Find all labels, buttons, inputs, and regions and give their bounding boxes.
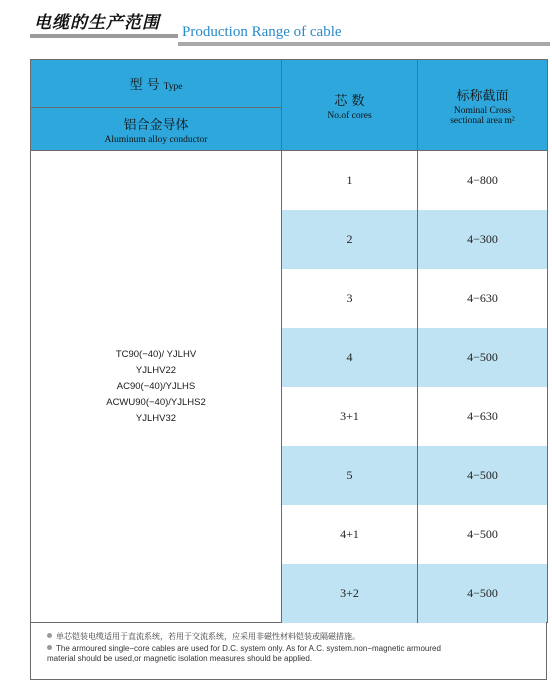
bullet-icon [47,633,52,638]
area-header-cn: 标称截面 [456,88,509,104]
page-header [0,0,552,50]
model-item: YJLHV22 [135,364,177,376]
note-en-text-2: material should be used,or magnetic isolation measures should be applied. [47,654,313,663]
area-cell: 4−630 [418,269,548,328]
model-item: TC90(−40)/ YJLHV [115,348,197,360]
cores-header-en: No.of cores [327,110,372,121]
area-header-en-2: sectional area m² [450,115,515,126]
page-title-cn: 电缆的生产范围 [34,13,160,33]
table-row [31,151,548,210]
type-header-cell [31,60,282,108]
cores-cell: 3 [282,269,418,328]
note-en [47,644,441,654]
model-list-cell [31,151,282,623]
bullet-icon [47,645,52,650]
note-cn-text: 单芯铠装电缆适用于直流系统，若用于交流系统，应采用非磁性材料铠装或隔磁措施。 [56,632,360,641]
cores-cell: 3+2 [282,564,418,623]
note-en-cont [47,654,312,664]
model-item: ACWU90(−40)/YJLHS2 [106,396,206,408]
cores-cell: 2 [282,210,418,269]
conductor-header-cn: 铝合金导体 [123,117,189,133]
cores-cell: 5 [282,446,418,505]
note-cn [47,632,360,642]
title-underline-dark [30,34,178,38]
area-cell: 4−500 [418,505,548,564]
cores-cell: 4+1 [282,505,418,564]
notes-box [30,622,547,680]
conductor-header-cell [31,108,282,151]
type-header-en: Type [163,81,183,92]
model-item: YJLHV32 [135,412,177,424]
cores-cell: 3+1 [282,387,418,446]
conductor-header-en: Aluminum alloy conductor [104,134,208,145]
cores-header-cell [282,60,418,151]
area-cell: 4−500 [418,328,548,387]
cores-header-cn: 芯 数 [334,93,365,109]
area-cell: 4−500 [418,564,548,623]
model-item: AC90(−40)/YJLHS [116,380,196,392]
production-range-table [30,59,548,623]
area-header-en: Nominal Cross [453,105,512,116]
cores-cell: 1 [282,151,418,210]
title-underline-light [178,42,550,46]
cores-cell: 4 [282,328,418,387]
area-header-cell [418,60,548,151]
area-cell: 4−800 [418,151,548,210]
area-cell: 4−500 [418,446,548,505]
type-header-cn: 型 号 [129,77,160,93]
area-cell: 4−630 [418,387,548,446]
page-title-en: Production Range of cable [182,24,342,40]
note-en-text: The armoured single−core cables are used for D.C. system only. As for A.C. system.non−magnetic armoured [56,644,441,653]
area-cell: 4−300 [418,210,548,269]
